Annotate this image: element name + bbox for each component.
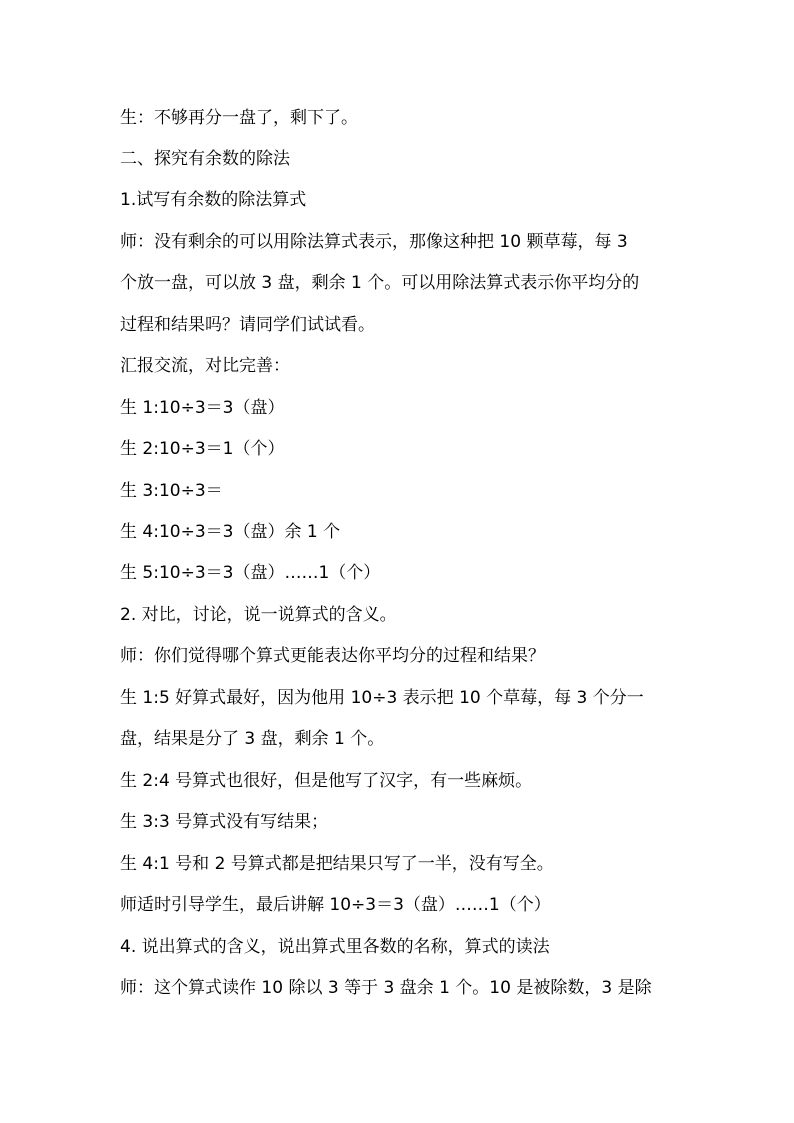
text-line: 师：这个算式读作 10 除以 3 等于 3 盘余 1 个。10 是被除数，3 是除	[120, 978, 652, 998]
equation-line: 生 1:10÷3＝3（盘）	[120, 398, 285, 418]
text-line: 盘，结果是分了 3 盘，剩余 1 个。	[120, 729, 385, 749]
text-line: 师适时引导学生，最后讲解 10÷3＝3（盘）……1（个）	[120, 895, 551, 915]
text-line: 生：不够再分一盘了，剩下了。	[120, 108, 358, 128]
section-heading: 二、探究有余数的除法	[120, 149, 290, 169]
text-line: 师：没有剩余的可以用除法算式表示，那像这种把 10 颗草莓，每 3	[120, 232, 628, 252]
equation-line: 生 2:10÷3＝1（个）	[120, 439, 285, 459]
subsection-heading: 2. 对比，讨论，说一说算式的含义。	[120, 605, 397, 625]
text-line: 生 3:3 号算式没有写结果；	[120, 812, 329, 832]
subsection-heading: 1.试写有余数的除法算式	[120, 190, 307, 210]
equation-line: 生 5:10÷3＝3（盘）……1（个）	[120, 563, 381, 583]
text-line: 生 1:5 好算式最好，因为他用 10÷3 表示把 10 个草莓，每 3 个分一	[120, 688, 644, 708]
equation-line: 生 3:10÷3＝	[120, 481, 223, 501]
text-line: 汇报交流，对比完善：	[120, 356, 290, 376]
text-line: 师：你们觉得哪个算式更能表达你平均分的过程和结果？	[120, 646, 545, 666]
subsection-heading: 4. 说出算式的含义，说出算式里各数的名称，算式的读法	[120, 937, 550, 957]
text-line: 生 2:4 号算式也很好，但是他写了汉字，有一些麻烦。	[120, 771, 533, 791]
text-line: 个放一盘，可以放 3 盘，剩余 1 个。可以用除法算式表示你平均分的	[120, 273, 640, 293]
equation-line: 生 4:10÷3＝3（盘）余 1 个	[120, 522, 341, 542]
text-line: 过程和结果吗？请同学们试试看。	[120, 315, 375, 335]
text-line: 生 4:1 号和 2 号算式都是把结果只写了一半，没有写全。	[120, 854, 554, 874]
